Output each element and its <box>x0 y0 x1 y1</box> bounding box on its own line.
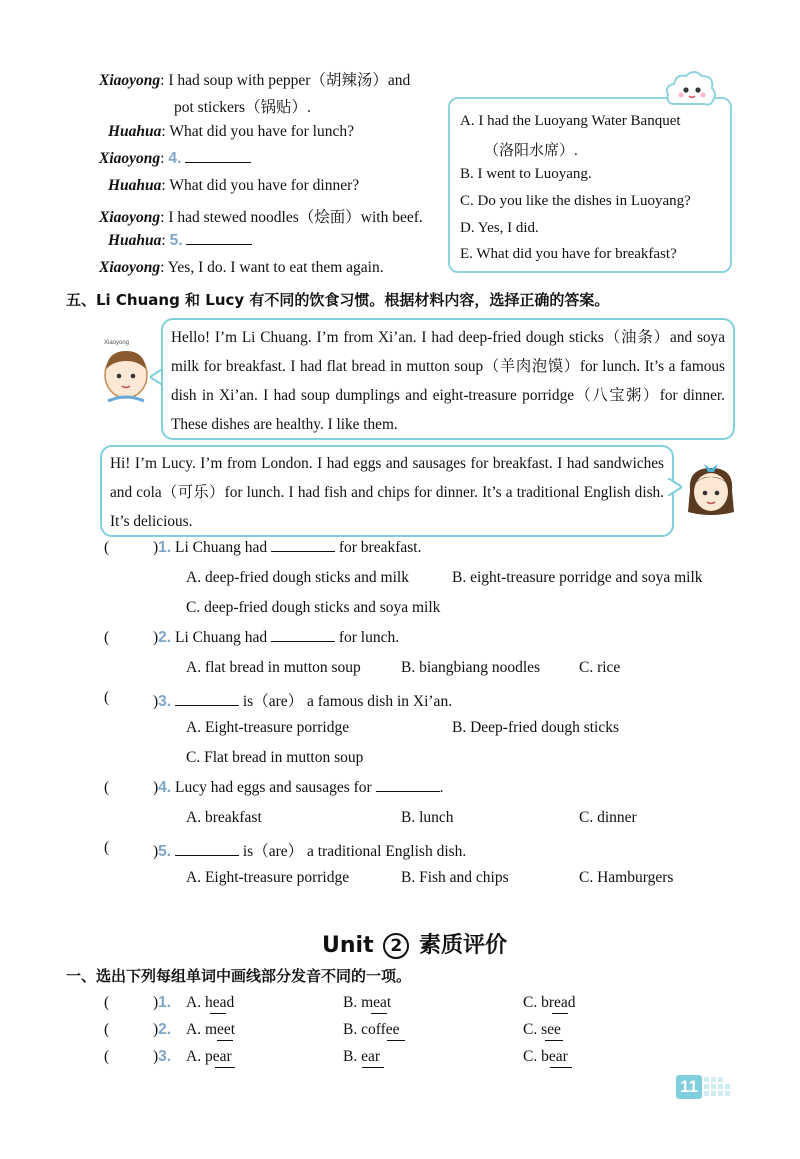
question-row <box>104 689 109 707</box>
question-number: 4. <box>168 150 182 167</box>
underline-mark <box>217 1040 233 1041</box>
dialogue-line-6: Xiaoyong: I had stewed noodles（烩面）with beef. <box>99 209 423 226</box>
choice-a[interactable]: A. flat bread in mutton soup <box>186 659 361 676</box>
paren-left: ( <box>104 779 110 796</box>
choice-b[interactable]: B. Deep-fried dough sticks <box>452 719 620 736</box>
choice-b[interactable]: B. Fish and chips <box>401 869 509 886</box>
paren-right: ) <box>153 843 159 860</box>
option-e: E. What did you have for breakfast? <box>460 246 677 262</box>
speaker-xiaoyong: Xiaoyong <box>99 209 161 226</box>
choice-a[interactable]: A. deep-fried dough sticks and milk <box>186 569 409 586</box>
dialogue-line-5: Huahua: What did you have for dinner? <box>108 177 360 194</box>
answer-blank[interactable] <box>271 629 335 642</box>
question-text: for lunch. <box>338 629 400 646</box>
bubble-pointer-icon <box>668 478 682 496</box>
question-row <box>153 839 466 861</box>
unit-title <box>322 928 507 959</box>
question-row <box>104 839 109 857</box>
question-row <box>153 629 399 647</box>
choice-a[interactable]: A. Eight-treasure porridge <box>186 719 350 736</box>
speaker-xiaoyong: Xiaoyong <box>99 259 161 276</box>
option-a-cont: （洛阳水席）. <box>484 143 578 159</box>
question-row <box>153 539 421 557</box>
question-row <box>104 1048 109 1066</box>
question-row <box>104 994 109 1012</box>
speaker-huahua: Huahua <box>108 123 162 140</box>
paren-left: ( <box>104 689 110 706</box>
choice-a[interactable]: A. breakfast <box>186 809 262 826</box>
question-row <box>153 689 452 711</box>
answer-blank[interactable] <box>175 843 239 856</box>
answer-blank[interactable] <box>186 232 252 245</box>
speaker-huahua: Huahua <box>108 232 162 249</box>
question-text: for breakfast. <box>338 539 422 556</box>
question-number: 5. <box>169 232 183 249</box>
choice-a[interactable]: A. Eight-treasure porridge <box>186 869 350 886</box>
answer-blank[interactable] <box>185 150 251 163</box>
choice-a[interactable]: A. pear <box>186 1048 232 1065</box>
options-box <box>448 97 732 273</box>
option-c: C. Do you like the dishes in Luoyang? <box>460 193 691 209</box>
dialogue-text: What did you have for dinner? <box>169 177 360 194</box>
question-text: Li Chuang had <box>174 629 268 646</box>
dialogue-line-4: Xiaoyong: 4. <box>99 150 251 168</box>
speaker-xiaoyong: Xiaoyong <box>99 72 161 89</box>
question-number: 1. <box>158 539 172 556</box>
dialogue-line-2 <box>174 95 311 117</box>
li-chuang-bubble <box>161 318 735 440</box>
choice-b[interactable]: B. biangbiang noodles <box>401 659 541 676</box>
choice-c[interactable]: C. Flat bread in mutton soup <box>186 749 364 766</box>
dialogue-line-3: Huahua: What did you have for lunch? <box>108 123 354 140</box>
answer-blank[interactable] <box>175 693 239 706</box>
underline-mark <box>371 1013 387 1014</box>
question-row <box>104 629 109 647</box>
unit-word: Unit <box>322 933 374 958</box>
question-row <box>153 994 171 1012</box>
option-d: D. Yes, I did. <box>460 220 539 236</box>
bubble-text: Hello! I’m Li Chuang. I’m from Xi’an. I had deep-fried dough sticks（油条）and soya milk for breakfast. I had flat bread in mutton soup（羊肉泡馍）for lunch. It’s a famous dish in Xi’an. I had soup dumplings and eight-treasure porridge（八宝粥）for dinner. These dishes are healthy. I like them. <box>171 329 725 433</box>
choice-c[interactable]: C. see <box>523 1021 561 1038</box>
choice-b[interactable]: B. meat <box>343 994 392 1011</box>
answer-blank[interactable] <box>376 779 440 792</box>
cloud-mascot-icon <box>664 68 718 110</box>
paren-left: ( <box>104 839 110 856</box>
bubble-text: Hi! I’m Lucy. I’m from London. I had eggs and sausages for breakfast. I had sandwiches and cola（可乐）for lunch. I had fish and chips for dinner. It’s a traditional English dish. It’s delicious. <box>110 455 664 530</box>
question-number: 3. <box>158 693 172 710</box>
dialogue-line-1: Xiaoyong: I had soup with pepper（胡辣汤）and <box>99 72 411 89</box>
dialogue-line-7: Huahua: 5. <box>108 232 252 250</box>
choice-a[interactable]: A. meet <box>186 1021 236 1038</box>
boy-avatar-icon <box>98 345 154 405</box>
dialogue-text: I had stewed noodles（烩面）with beef. <box>168 209 423 226</box>
dialogue-line-8: Xiaoyong: Yes, I do. I want to eat them again. <box>99 259 384 276</box>
paren-left: ( <box>104 1021 110 1038</box>
underline-mark <box>552 1013 568 1014</box>
underline-mark <box>550 1067 572 1068</box>
question-row <box>153 779 443 797</box>
choice-a[interactable]: A. head <box>186 994 235 1011</box>
unit-number: 2 <box>383 933 409 959</box>
choice-c[interactable]: C. rice <box>579 659 621 676</box>
question-text: . <box>439 779 444 796</box>
page-number: 11 <box>680 1077 698 1096</box>
paren-left: ( <box>104 994 110 1011</box>
dialogue-text: What did you have for lunch? <box>169 123 354 140</box>
choice-c[interactable]: C. Hamburgers <box>579 869 674 886</box>
question-text: is（are） a traditional English dish. <box>242 843 467 860</box>
avatar-label: Xiaoyong <box>104 340 130 346</box>
option-b: B. I went to Luoyang. <box>460 166 592 182</box>
paren-right: ) <box>153 539 159 556</box>
dialogue-text: pot stickers（锅贴）. <box>174 99 311 116</box>
question-row <box>104 1021 109 1039</box>
question-number: 2. <box>158 629 172 646</box>
question-number: 3. <box>158 1048 172 1065</box>
paren-right: ) <box>153 693 159 710</box>
question-text: is（are） a famous dish in Xi’an. <box>242 693 453 710</box>
choice-c[interactable]: C. dinner <box>579 809 637 826</box>
speaker-huahua: Huahua <box>108 177 162 194</box>
speaker-xiaoyong: Xiaoyong <box>99 150 161 167</box>
question-row <box>104 539 109 557</box>
choice-b[interactable]: B. lunch <box>401 809 454 826</box>
question-number: 5. <box>158 843 172 860</box>
section-5-title: 五、Li Chuang 和 Lucy 有不同的饮食习惯。根据材料内容，选择正确的答案。 <box>66 291 610 309</box>
paren-left: ( <box>104 629 110 646</box>
choice-b[interactable]: B. eight-treasure porridge and soya milk <box>452 569 703 586</box>
paren-right: ) <box>153 994 159 1011</box>
choice-b[interactable]: B. ear <box>343 1048 381 1065</box>
paren-right: ) <box>153 629 159 646</box>
dialogue-text: I had soup with pepper（胡辣汤）and <box>168 72 411 89</box>
option-a: A. I had the Luoyang Water Banquet <box>460 113 681 129</box>
question-number: 4. <box>158 779 172 796</box>
answer-blank[interactable] <box>271 539 335 552</box>
question-row <box>104 779 109 797</box>
paren-left: ( <box>104 539 110 556</box>
dialogue-text: Yes, I do. I want to eat them again. <box>167 259 384 276</box>
underline-mark <box>545 1040 563 1041</box>
question-text: Lucy had eggs and sausages for <box>174 779 372 796</box>
paren-right: ) <box>153 779 159 796</box>
paren-right: ) <box>153 1021 159 1038</box>
underline-mark <box>387 1040 405 1041</box>
lucy-bubble <box>100 445 674 537</box>
question-number: 1. <box>158 994 172 1011</box>
section-1-title: 一、选出下列每组单词中画线部分发音不同的一项。 <box>66 967 412 985</box>
question-number: 2. <box>158 1021 172 1038</box>
question-text: Li Chuang had <box>174 539 268 556</box>
paren-right: ) <box>153 1048 159 1065</box>
question-row <box>153 1021 171 1039</box>
underline-mark <box>210 1013 226 1014</box>
underline-mark <box>215 1067 235 1068</box>
choice-c[interactable]: C. bear <box>523 1048 568 1065</box>
choice-c[interactable]: C. deep-fried dough sticks and soya milk <box>186 599 441 616</box>
paren-left: ( <box>104 1048 110 1065</box>
underline-mark <box>362 1067 384 1068</box>
choice-c[interactable]: C. bread <box>523 994 576 1011</box>
question-row <box>153 1048 171 1066</box>
girl-avatar-icon <box>684 460 738 522</box>
unit-subtitle: 素质评价 <box>418 933 507 958</box>
choice-b[interactable]: B. coffee <box>343 1021 400 1038</box>
